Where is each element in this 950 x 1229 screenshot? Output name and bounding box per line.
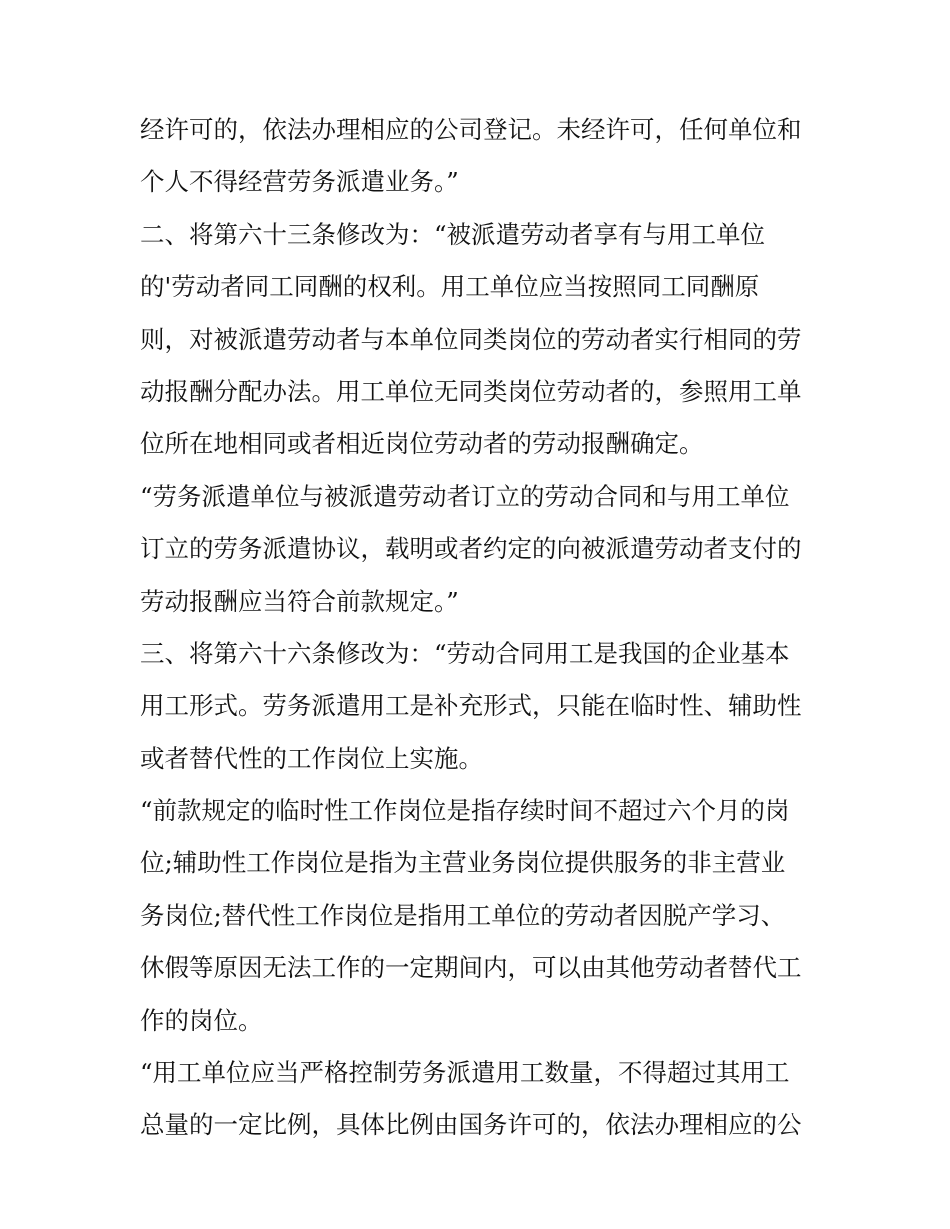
text-line: 总量的一定比例，具体比例由国务许可的，依法办理相应的公 <box>140 1110 802 1140</box>
text-line: 或者替代性的工作岗位上实施。 <box>140 743 483 773</box>
text-line: “劳务派遣单位与被派遣劳动者订立的劳动合同和与用工单位 <box>140 481 790 511</box>
text-line: 位;辅助性工作岗位是指为主营业务岗位提供服务的非主营业 <box>140 848 786 878</box>
text-line: “用工单位应当严格控制劳务派遣用工数量，不得超过其用工 <box>140 1058 790 1088</box>
text-line: 二、将第六十三条修改为：“被派遣劳动者享有与用工单位 <box>140 219 766 249</box>
text-line: 用工形式。劳务派遣用工是补充形式，只能在临时性、辅助性 <box>140 691 802 721</box>
text-line: 休假等原因无法工作的一定期间内，可以由其他劳动者替代工 <box>140 953 802 983</box>
text-line: “前款规定的临时性工作岗位是指存续时间不超过六个月的岗 <box>140 796 790 826</box>
text-line: 个人不得经营劳务派遣业务。” <box>140 167 459 197</box>
text-line: 三、将第六十六条修改为：“劳动合同用工是我国的企业基本 <box>140 638 790 668</box>
text-line: 劳动报酬应当符合前款规定。” <box>140 586 459 616</box>
text-line: 经许可的，依法办理相应的公司登记。未经许可，任何单位和 <box>140 115 802 144</box>
text-line: 动报酬分配办法。用工单位无同类岗位劳动者的，参照用工单 <box>140 376 802 406</box>
text-line: 的'劳动者同工同酬的权利。用工单位应当按照同工同酬原 <box>140 272 760 302</box>
text-line: 作的岗位。 <box>140 1005 263 1035</box>
text-line: 务岗位;替代性工作岗位是指用工单位的劳动者因脱产学习、 <box>140 900 786 930</box>
text-line: 订立的劳务派遣协议，载明或者约定的向被派遣劳动者支付的 <box>140 534 802 564</box>
text-line: 位所在地相同或者相近岗位劳动者的劳动报酬确定。 <box>140 429 704 459</box>
document-body <box>140 104 820 1152</box>
text-line: 则，对被派遣劳动者与本单位同类岗位的劳动者实行相同的劳 <box>140 324 802 354</box>
